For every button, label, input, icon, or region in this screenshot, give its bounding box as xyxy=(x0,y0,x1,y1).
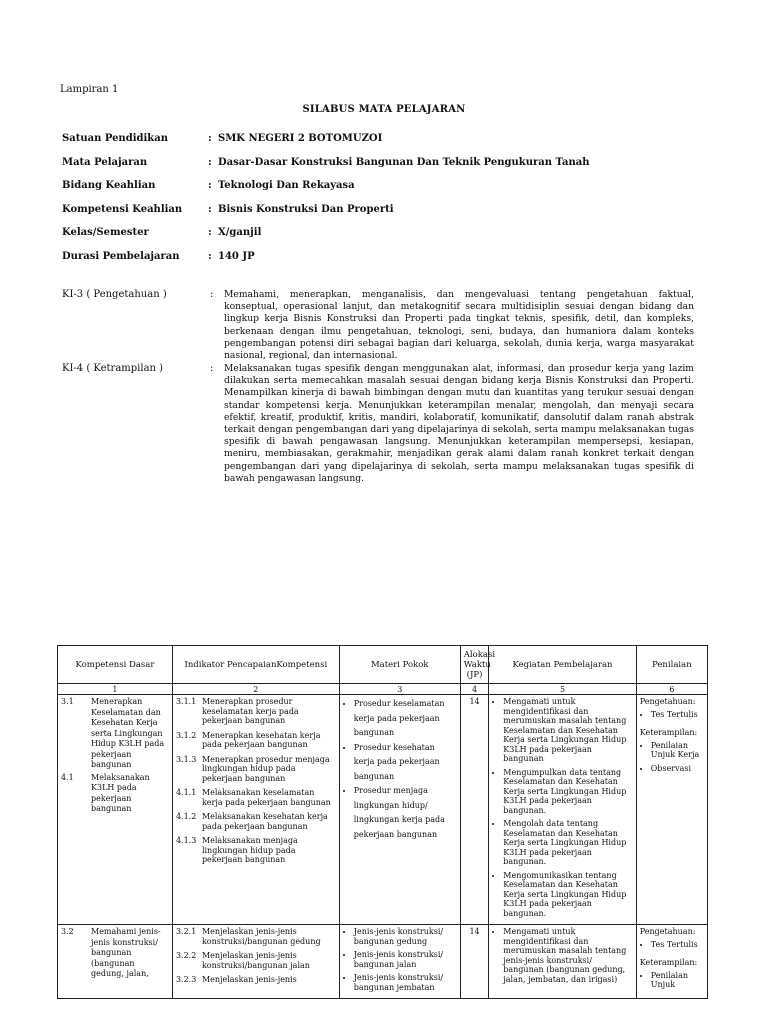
penilaian-item: • Penilaian Unjuk xyxy=(651,971,704,990)
indikator-text: Menjelaskan jenis-jenis xyxy=(201,975,297,984)
indikator-text: Menjelaskan jenis-jenis konstruksi/bangunan gedung xyxy=(201,927,321,946)
column-number: 5 xyxy=(489,684,636,695)
penilaian-pengetahuan-label: Pengetahuan: xyxy=(639,927,696,936)
column-number: 2 xyxy=(172,684,339,695)
materi-item: • Jenis-jenis konstruksi/ bangunan jembatan xyxy=(354,973,457,992)
column-header: Penilaian xyxy=(636,646,707,684)
penilaian-cell xyxy=(636,925,707,999)
column-number: 3 xyxy=(339,684,460,695)
indikator-item xyxy=(176,697,336,726)
indikator-item xyxy=(176,788,336,807)
kd-text: Melaksanakan K3LH pada pekerjaan bangunan xyxy=(91,772,150,813)
column-number: 4 xyxy=(460,684,488,695)
info-value: SMK NEGERI 2 BOTOMUZOI xyxy=(218,133,383,144)
info-colon: : xyxy=(208,227,212,238)
kegiatan-list xyxy=(492,697,632,918)
table-row xyxy=(58,695,708,925)
kd-item xyxy=(61,773,169,815)
materi-cell xyxy=(339,695,460,925)
indikator-code: 4.1.1 xyxy=(175,788,197,797)
ki-row xyxy=(62,289,694,362)
kegiatan-item: • Mengamati untuk mengidentifikasi dan merumuskan masalah tentang Keselamatan dan Kesehatan Kerja serta Lingkungan Hidup K3LH pada pekerjaan bangunan xyxy=(503,697,632,764)
indikator-code: 3.2.3 xyxy=(175,975,197,984)
table-body xyxy=(58,695,708,999)
kegiatan-item: • Mengolah data tentang Keselamatan dan Kesehatan Kerja serta Lingkungan Hidup K3LH pada pekerjaan bangunan. xyxy=(503,819,632,867)
info-row xyxy=(62,227,261,238)
attachment-label: Lampiran 1 xyxy=(60,84,119,95)
info-label: Kelas/Semester xyxy=(62,227,149,238)
ki-text: Melaksanakan tugas spesifik dengan menggunakan alat, informasi, dan prosedur kerja yang lazim dilakukan serta memecahkan masalah sesuai dengan bidang kerja Bisnis Konstruksi dan Properti. Menampilkan kinerja di bawah bimbingan dengan mutu dan kuantitas yang terukur sesuai dengan standar kompetensi kerja. Menunjukkan keterampilan menalar, mengolah, dan menyaji secara efektif, kreatif, produktif, kritis, mandiri, kolaboratif, komunikatif, dansolutif dalam ranah abstrak terkait dengan pengembangan dari yang dipelajarinya di sekolah, serta mampu melaksanakan tugas spesifik di bawah pengawasan langsung. Menunjukkan keterampilan mempersepsi, kesiapan, meniru, membiasakan, gerakmahir, menjadikan gerak alami dalam ranah konkret terkait dengan pengembangan dari yang dipelajarinya di sekolah, serta mampu melaksanakan tugas spesifik di bawah pengawasan langsung. xyxy=(224,363,694,484)
indikator-item xyxy=(176,812,336,831)
info-value: 140 JP xyxy=(218,251,255,262)
info-row xyxy=(62,133,382,144)
penilaian-keterampilan-list xyxy=(640,741,704,774)
info-colon: : xyxy=(208,157,212,168)
column-number: 1 xyxy=(58,684,173,695)
kd-code: 4.1 xyxy=(61,772,74,782)
ki-colon: : xyxy=(210,363,214,374)
penilaian-pengetahuan-list xyxy=(640,940,704,950)
info-value: Dasar-Dasar Konstruksi Bangunan Dan Teknik Pengukuran Tanah xyxy=(218,157,590,168)
kegiatan-cell xyxy=(489,695,636,925)
info-row xyxy=(62,157,590,168)
materi-list xyxy=(343,927,457,992)
info-row xyxy=(62,180,355,191)
syllabus-table xyxy=(57,645,708,999)
info-value: Bisnis Konstruksi Dan Properti xyxy=(218,204,394,215)
materi-list xyxy=(343,697,457,842)
indikator-code: 3.1.3 xyxy=(175,754,197,764)
indikator-item xyxy=(176,927,336,946)
indikator-code: 4.1.2 xyxy=(175,812,197,821)
indikator-code: 3.2.2 xyxy=(175,951,197,960)
indikator-cell xyxy=(172,925,339,999)
indikator-text: Melaksanakan keselamatan kerja pada pekerjaan bangunan xyxy=(201,788,331,807)
page-title: SILABUS MATA PELAJARAN xyxy=(302,104,466,115)
info-value: X/ganjil xyxy=(218,227,262,238)
kd-item xyxy=(61,927,169,980)
kegiatan-list xyxy=(492,927,632,984)
alokasi-cell: 14 xyxy=(460,695,488,925)
info-row xyxy=(62,251,255,262)
indikator-cell xyxy=(172,695,339,925)
ki-label: KI-4 ( Ketrampilan ) xyxy=(62,363,164,374)
indikator-item xyxy=(176,836,336,865)
ki-label: KI-3 ( Pengetahuan ) xyxy=(62,289,167,300)
info-colon: : xyxy=(208,180,212,191)
table-number-row xyxy=(58,684,708,695)
kegiatan-item: • Mengumpulkan data tentang Keselamatan dan Kesehatan Kerja serta Lingkungan Hidup K3LH pada pekerjaan bangunan. xyxy=(503,768,632,816)
column-header: Kompetensi Dasar xyxy=(58,646,173,684)
info-label: Kompetensi Keahlian xyxy=(62,204,183,215)
indikator-code: 3.2.1 xyxy=(175,927,197,936)
kegiatan-item: • Mengomunikasikan tentang Keselamatan dan Kesehatan Kerja serta Lingkungan Hidup K3LH pada pekerjaan bangunan. xyxy=(503,871,632,919)
kd-cell xyxy=(58,695,173,925)
penilaian-item: • Observasi xyxy=(651,764,704,774)
indikator-text: Menjelaskan jenis-jenis konstruksi/bangunan jalan xyxy=(201,951,310,970)
kegiatan-cell xyxy=(489,925,636,999)
penilaian-pengetahuan-list xyxy=(640,710,704,720)
indikator-item xyxy=(176,975,336,985)
kd-code: 3.2 xyxy=(61,927,74,936)
info-colon: : xyxy=(208,204,212,215)
info-label: Mata Pelajaran xyxy=(62,157,148,168)
info-label: Bidang Keahlian xyxy=(62,180,156,191)
kd-cell xyxy=(58,925,173,999)
kd-text: Menerapkan Keselamatan dan Kesehatan Kerja serta Lingkungan Hidup K3LH pada pekerjaan bangunan xyxy=(91,697,165,769)
kegiatan-item: • Mengamati untuk mengidentifikasi dan merumuskan masalah tentang jenis-jenis konstruksi/ bangunan (bangunan gedung, jalan, jembatan, dan irigasi) xyxy=(503,927,632,984)
kd-item xyxy=(61,697,169,771)
indikator-item xyxy=(176,755,336,784)
materi-item: • Jenis-jenis konstruksi/ bangunan gedung xyxy=(354,927,457,946)
kd-text: Memahami jenis-jenis konstruksi/ bangunan (bangunan gedung, jalan, xyxy=(91,927,161,978)
materi-item: • Prosedur kesehatan kerja pada pekerjaan bangunan xyxy=(354,741,457,785)
indikator-text: Menerapkan prosedur keselamatan kerja pada pekerjaan bangunan xyxy=(201,697,299,725)
penilaian-item: • Tes Tertulis xyxy=(651,940,704,950)
indikator-text: Menerapkan kesehatan kerja pada pekerjaan bangunan xyxy=(201,730,321,749)
penilaian-cell xyxy=(636,695,707,925)
penilaian-pengetahuan-label: Pengetahuan: xyxy=(639,697,696,706)
indikator-item xyxy=(176,951,336,970)
penilaian-item: • Penilaian Unjuk Kerja xyxy=(651,741,704,760)
ki-colon: : xyxy=(210,289,214,300)
materi-item: • Prosedur menjaga lingkungan hidup/ lingkungan kerja pada pekerjaan bangunan xyxy=(354,784,457,842)
column-header: Kegiatan Pembelajaran xyxy=(489,646,636,684)
info-row xyxy=(62,204,394,215)
materi-item: • Prosedur keselamatan kerja pada pekerjaan bangunan xyxy=(354,697,457,741)
info-label: Satuan Pendidikan xyxy=(62,133,168,144)
materi-cell xyxy=(339,925,460,999)
column-number: 6 xyxy=(636,684,707,695)
indikator-text: Menerapkan prosedur menjaga lingkungan hidup pada pekerjaan bangunan xyxy=(201,754,330,783)
column-header: Alokasi Waktu (JP) xyxy=(460,646,488,684)
materi-item: • Jenis-jenis konstruksi/ bangunan jalan xyxy=(354,950,457,969)
info-colon: : xyxy=(208,133,212,144)
indikator-code: 3.1.1 xyxy=(175,697,197,706)
info-value: Teknologi Dan Rekayasa xyxy=(218,180,355,191)
kd-code: 3.1 xyxy=(61,697,74,706)
ki-text: Memahami, menerapkan, menganalisis, dan mengevaluasi tentang pengetahuan faktual, konseptual, operasional lanjut, dan metakognitif secara multidisiplin sesuai dengan bidang dan lingkup kerja Bisnis Konstruksi dan Properti pada tingkat teknis, spesifik, detil, dan kompleks, berkenaan dengan ilmu pengetahuan, teknologi, seni, budaya, dan humaniora dalam konteks pengembangan potensi diri sebagai bagian dari keluarga, sekolah, dunia kerja, warga masyarakat nasional, regional, dan internasional. xyxy=(224,289,694,362)
table-header-row xyxy=(58,646,708,684)
indikator-item xyxy=(176,731,336,750)
indikator-code: 4.1.3 xyxy=(175,836,197,845)
alokasi-cell: 14 xyxy=(460,925,488,999)
penilaian-item: • Tes Tertulis xyxy=(651,710,704,720)
info-label: Durasi Pembelajaran xyxy=(62,251,180,262)
penilaian-keterampilan-label: Keterampilan: xyxy=(639,727,698,737)
column-header: Indikator PencapaianKompetensi xyxy=(172,646,339,684)
indikator-code: 3.1.2 xyxy=(175,730,197,740)
penilaian-keterampilan-list xyxy=(640,971,704,990)
info-colon: : xyxy=(208,251,212,262)
column-header: Materi Pokok xyxy=(339,646,460,684)
ki-row xyxy=(62,363,694,485)
indikator-text: Melaksanakan menjaga lingkungan hidup pada pekerjaan bangunan xyxy=(201,836,298,864)
table-row xyxy=(58,925,708,999)
indikator-text: Melaksanakan kesehatan kerja pada pekerjaan bangunan xyxy=(201,812,328,831)
penilaian-keterampilan-label: Keterampilan: xyxy=(639,957,698,967)
